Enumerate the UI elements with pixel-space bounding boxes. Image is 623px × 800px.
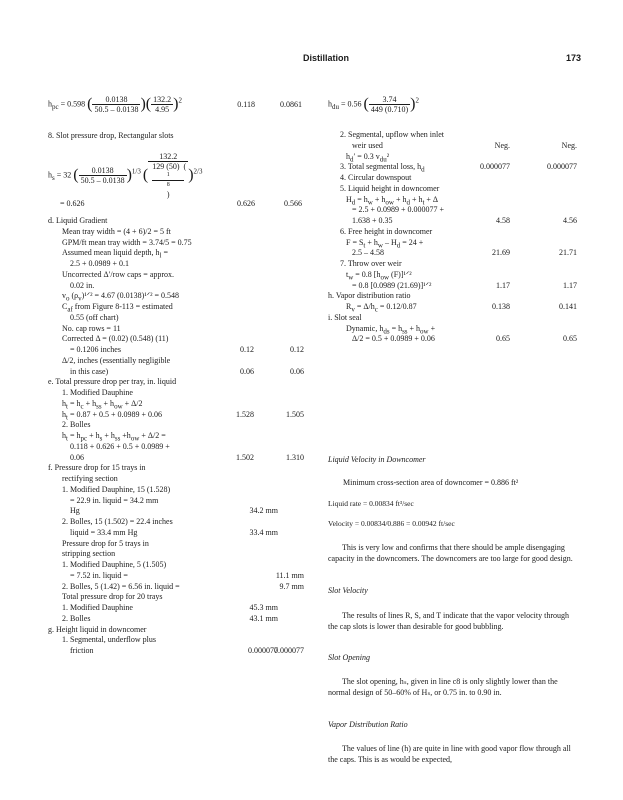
min-area-line: Minimum cross-section area of downcomer = 0.886 ft²	[343, 478, 519, 487]
left-row-text: Δ/2, inches (essentially negligible	[62, 355, 171, 365]
heading-vapor-distribution: Vapor Distribution Ratio	[328, 720, 408, 729]
left-row-text: = 22.9 in. liquid = 34.2 mm	[70, 495, 159, 505]
left-row-center-value: 43.1 mm	[249, 613, 278, 623]
right-row-value-1: 21.69	[492, 248, 510, 258]
velocity-line: Velocity = 0.00834/0.886 = 0.00942 ft/sec	[328, 519, 455, 528]
left-row-text: g. Height liquid in downcomer	[48, 624, 147, 634]
left-row-value-2: 0.06	[290, 366, 304, 376]
hpc-equation: $h_{pc} = 0.598$ ( $\frac{0.0138}{50.5 - 0.0138}$ )( $\frac{132.2}{4.95}$ )$^2$	[48, 95, 182, 114]
right-row-text: 6. Free height in downcomer	[340, 226, 433, 236]
heading-slot-opening: Slot Opening	[328, 653, 370, 662]
right-row-value-1: 1.17	[496, 280, 510, 290]
left-row-text: 1. Segmental, underflow plus	[62, 635, 156, 645]
right-row-text: Δ/2 = 0.5 + 0.0989 + 0.06	[352, 334, 435, 344]
hs-value-1: 0.626	[237, 199, 255, 208]
left-row-text: rectifying section	[62, 474, 118, 483]
right-row-text: weir used	[352, 140, 383, 150]
left-row-text: 1. Modified Dauphine, 15 (1.528)	[62, 484, 171, 494]
left-row-text: $h_t = h_c + h_{ss} + h_{ow} + \Delta/2$	[62, 398, 143, 411]
left-row-text: friction	[70, 646, 94, 655]
right-row-value-2: 0.141	[559, 302, 577, 311]
left-row-center-value: 33.4 mm	[249, 527, 278, 537]
left-row-text: = 0.1206 inches	[70, 345, 121, 354]
left-row-text: $h_t = h_{pc} + h_s + h_{ss} +h_{ow} + \Delta/2$ =	[62, 431, 166, 443]
right-row-text: = 0.8 [0.0989 (21.69)]¹ᐟ²	[352, 280, 432, 290]
right-row-text: 3. Total segmental loss, $h_d$	[340, 162, 425, 174]
left-row-text: GPM/ft mean tray width = 3.74/5 = 0.75	[62, 237, 192, 247]
left-row-text: 2. Bolles	[62, 420, 91, 430]
right-row-text: 2.5 – 4.58	[352, 248, 384, 258]
left-row-text: 0.118 + 0.626 + 0.5 + 0.0989 +	[70, 441, 170, 451]
right-row-text: 7. Throw over weir	[340, 259, 402, 268]
left-row-text: Corrected Δ = (0.02) (0.548) (11)	[62, 334, 169, 344]
left-row-text: Assumed mean liquid depth, $h_l$ =	[62, 248, 169, 260]
left-row-value-1: 1.528	[236, 409, 254, 419]
right-row-value-2: Neg.	[561, 140, 577, 150]
right-row-value-2: 4.56	[563, 216, 577, 225]
right-row-text: = 2.5 + 0.0989 + 0.000077 +	[352, 205, 445, 215]
left-row-value-2: 0.12	[290, 345, 304, 354]
left-row-text: 2.5 + 0.0989 + 0.1	[70, 259, 130, 268]
left-row-text: f. Pressure drop for 15 trays in	[48, 463, 146, 473]
left-row-text: 2. Bolles	[62, 613, 91, 623]
right-row-value-1: 4.58	[496, 216, 510, 225]
right-row-text: 4. Circular downspout	[340, 173, 412, 182]
left-row-center-value: 45.3 mm	[249, 603, 278, 612]
right-row-text: $R_v = \Delta/h_c = 0.12/0.87$	[346, 302, 417, 314]
left-row-text: Mean tray width = (4 + 6)/2 = 5 ft	[62, 226, 171, 236]
left-row-value-2: 9.7 mm	[279, 581, 304, 591]
hdu-equation: $h_{du} = 0.56$ ( $\frac{3.74}{449 (0.710)}$ )$^2$	[328, 95, 419, 114]
left-row-value-2: 0.000077	[274, 646, 304, 655]
left-row-value-1: 0.12	[240, 345, 254, 354]
right-row-text: $H_d = h_w + h_{ow} + h_d + h_t + \Delta$	[346, 194, 439, 207]
right-row-value-1: 0.138	[492, 302, 510, 311]
left-row-value-2: 11.1 mm	[275, 570, 304, 580]
right-row-text: Dynamic, $h_{ds} = h_{ss} + h_{ow}$ +	[346, 323, 436, 336]
hs-value-2: 0.566	[284, 199, 302, 208]
right-row-text: 5. Liquid height in downcomer	[340, 183, 440, 193]
right-row-text: $F = S_t + h_w - H_d = 24$ +	[346, 237, 424, 250]
heading-liquid-velocity: Liquid Velocity in Downcomer	[328, 455, 426, 464]
left-row-text: Hg	[70, 506, 80, 516]
left-row-text: No. cap rows = 11	[62, 323, 121, 333]
section-8-title: 8. Slot pressure drop, Rectangular slots	[48, 131, 174, 140]
left-row-value-2: 1.505	[286, 409, 304, 419]
left-row-value-1: 0.06	[240, 366, 254, 376]
left-row-text: 2. Bolles, 5 (1.42) = 6.56 in. liquid =	[62, 581, 180, 591]
right-row-value-2: 21.71	[559, 248, 577, 258]
right-row-text: $h_d' = 0.3$ $v_{du}^2$	[346, 151, 390, 164]
left-row-text: 1. Modified Dauphine	[62, 388, 133, 397]
right-row-value-1: 0.65	[496, 334, 510, 344]
left-row-text: in this case)	[70, 366, 109, 376]
left-row-text: d. Liquid Gradient	[48, 216, 108, 225]
left-row-text: $C_{af}$ from Figure 8-113 = estimated	[62, 302, 173, 314]
right-row-text: 1.638 + 0.35	[352, 216, 393, 225]
left-row-text: $h_t = 0.87 + 0.5 + 0.0989 + 0.06$	[62, 409, 162, 422]
left-row-text: 1. Modified Dauphine	[62, 603, 133, 612]
right-row-text: h. Vapor distribution ratio	[328, 291, 411, 301]
hpc-value-1: 0.118	[237, 100, 255, 109]
paragraph-liquid: This is very low and confirms that there should be ample disengaging capacity in the downcomers. The downcomers are too large for good design.	[328, 543, 573, 563]
left-row-text: 0.55 (off chart)	[70, 312, 119, 322]
left-row-text: Uncorrected Δ′/row caps = approx.	[62, 269, 175, 279]
left-row-value-2: 1.310	[286, 452, 304, 462]
left-row-text: Total pressure drop for 20 trays	[62, 592, 163, 602]
right-row-value-2: 1.17	[563, 280, 577, 290]
hpc-value-2: 0.0861	[280, 100, 302, 109]
running-header: Distillation	[303, 53, 350, 63]
right-row-value-1: 0.000077	[480, 162, 510, 172]
paragraph-vapor-distribution: The values of line (h) are quite in line with good vapor flow through all the caps. This is as would be expected,	[328, 744, 571, 764]
right-row-value-2: 0.000077	[547, 162, 577, 172]
left-row-text: e. Total pressure drop per tray, in. liquid	[48, 377, 177, 387]
paragraph-slot-velocity: The results of lines R, S, and T indicate that the vapor velocity through the cap slots is lower than desirable for good bubbling.	[328, 611, 569, 631]
left-row-text: stripping section	[62, 549, 116, 559]
right-row-text: 2. Segmental, upflow when inlet	[340, 130, 444, 139]
right-row-text: $t_w = 0.8$ [$h_{ow}$ (F)]¹ᐟ²	[346, 269, 412, 282]
left-row-text: 1. Modified Dauphine, 5 (1.505)	[62, 560, 167, 569]
left-row-text: 0.06	[70, 452, 84, 462]
left-row-text: 0.02 in.	[70, 280, 95, 290]
right-row-value-2: 0.65	[563, 334, 577, 344]
right-row-value-1: Neg.	[494, 140, 510, 150]
left-row-text: $v_o$ $(\rho_v)^1ᐟ^2 = 4.67$ (0.0138)¹ᐟ² = 0.548	[62, 291, 180, 303]
left-row-text: 2. Bolles, 15 (1.502) = 22.4 inches	[62, 517, 173, 526]
left-row-center-value: 34.2 mm	[249, 506, 278, 516]
left-row-center-value: 0.000077	[248, 646, 278, 655]
paragraph-slot-opening: The slot opening, hₛ, given in line c8 is only slightly lower than the normal design of 50–60% of Hₛ, or 0.75 in. to 0.90 in.	[328, 677, 558, 697]
liquid-rate-line: Liquid rate = 0.00834 ft³/sec	[328, 499, 414, 508]
left-row-text: = 7.52 in. liquid =	[70, 570, 128, 580]
right-row-text: i. Slot seal	[328, 312, 362, 322]
hs-equation: $h_s = 32$ ( $\frac{0.0138}{50.5 - 0.0138}$ )$^{1/3}$ ( 132.2 129 (50) ( 1 8 ) )$^{2/3}$	[48, 152, 203, 199]
left-row-value-1: 1.502	[236, 452, 254, 462]
page-number: 173	[566, 53, 582, 63]
left-row-text: liquid = 33.4 mm Hg	[70, 527, 138, 537]
heading-slot-velocity: Slot Velocity	[328, 586, 368, 595]
left-row-text: Pressure drop for 5 trays in	[62, 538, 149, 548]
hs-result: = 0.626	[60, 199, 85, 208]
